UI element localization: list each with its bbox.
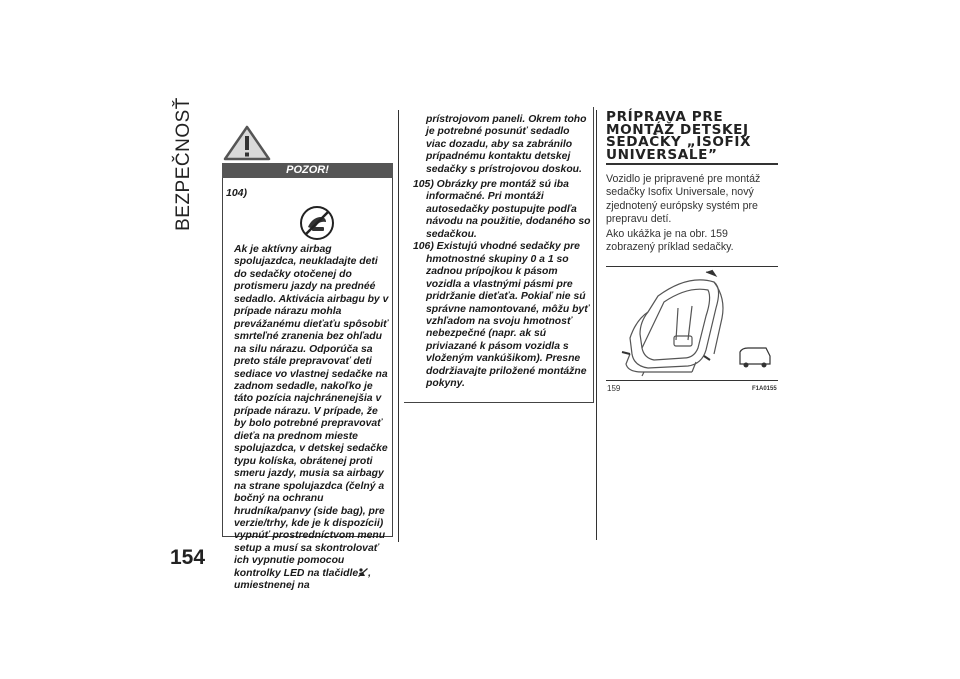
page-number: 154 — [170, 546, 206, 569]
figure-rule-top — [606, 266, 778, 267]
warning-text-main: Ak je aktívny airbag spolujazdca, neukladajte deti do sedačky otočenej do protismeru jazdy na prednéé sedadlo. Aktivácia airbagu by v prípade nárazu mohla prevážanému dieťaťu spôsobiť smrteľné zranenia bez ohľadu na silu nárazu. Odporúča sa preto stále prepravovať deti sediace vo vlastnej sedačke na zadnom sedadle, nakoľko je táto pozícia najchránenejšia v prípade nárazu. V prípade, že by bolo potrebné prepravovať dieťa na prednom mieste spolujazdca, v detskej sedačke typu kolíska, obrátenej proti smeru jazdy, musia sa airbagy na strane spolujazdca (čelný a bočný na ochranu hrudníka/panvy (side bag), pre verzie/trhy, kde je k dispozícii) vypnúť prostredníctvom menu setup a musí sa skontrolovať ich vypnutie pomocou kontrolky LED na tlačidle — [234, 244, 389, 579]
title-rule — [606, 163, 778, 165]
column-divider-left — [398, 110, 399, 542]
airbag-prohibited-child-seat-icon — [300, 206, 334, 240]
notes-list — [413, 179, 593, 391]
van-icon — [740, 348, 770, 368]
note-105: 105) Obrázky pre montáž sú iba informačné. Pri montáži autosedačky postupujte podľa návodu na použitie, dodaného so sedačkou. — [413, 179, 591, 240]
column-divider-right — [596, 110, 597, 540]
warning-text — [234, 244, 392, 593]
figure-number: 159 — [607, 384, 621, 393]
paragraph-1: Vozidlo je pripravené pre montáž sedačky Isofix Universale, nový zjednotený európsky systém pre prepravu detí. — [606, 173, 761, 226]
child-seat-illustration — [618, 268, 774, 378]
section-tab-label: BEZPEČNOSŤ — [173, 97, 194, 231]
passenger-airbag-icon — [358, 568, 368, 577]
section-tab — [172, 78, 196, 250]
paragraph-2: Ako ukážka je na obr. 159 zobrazený príklad sedačky. — [606, 228, 734, 254]
figure-code: F1A0155 — [752, 386, 777, 392]
warning-continuation: prístrojovom paneli. Okrem toho je potrebné posunúť sedadlo viac dozadu, aby sa zabránilo prípadnému kontaktu detskej sedačky s prístrojovou doskou. — [426, 114, 587, 175]
section-title: PRÍPRAVA PRE MONTÁŽ DETSKEJ SEDAČKY „ISOFIX UNIVERSALE” — [606, 109, 752, 164]
note-106: 106) Existujú vhodné sedačky pre hmotnostné skupiny 0 a 1 so zadnou prípojkou k pásom vozidla a vlastnými pásmi pre pridržanie dieťaťa. Pokiaľ nie sú správne namontované, môžu byť vzhľadom na svoju hmotnosť nebezpečné (napr. ak sú priviazané k pásom vozidla s vloženým vankúšikom). Presne dodržiavajte priložené montážne pokyny. — [413, 241, 590, 390]
warning-title: POZOR! — [222, 163, 393, 178]
warning-triangle-icon — [222, 125, 272, 161]
figure-rule-bottom — [606, 380, 778, 381]
warning-note-id: 104) — [226, 187, 248, 199]
warning-text-end: , umiestnenej na — [234, 567, 372, 592]
